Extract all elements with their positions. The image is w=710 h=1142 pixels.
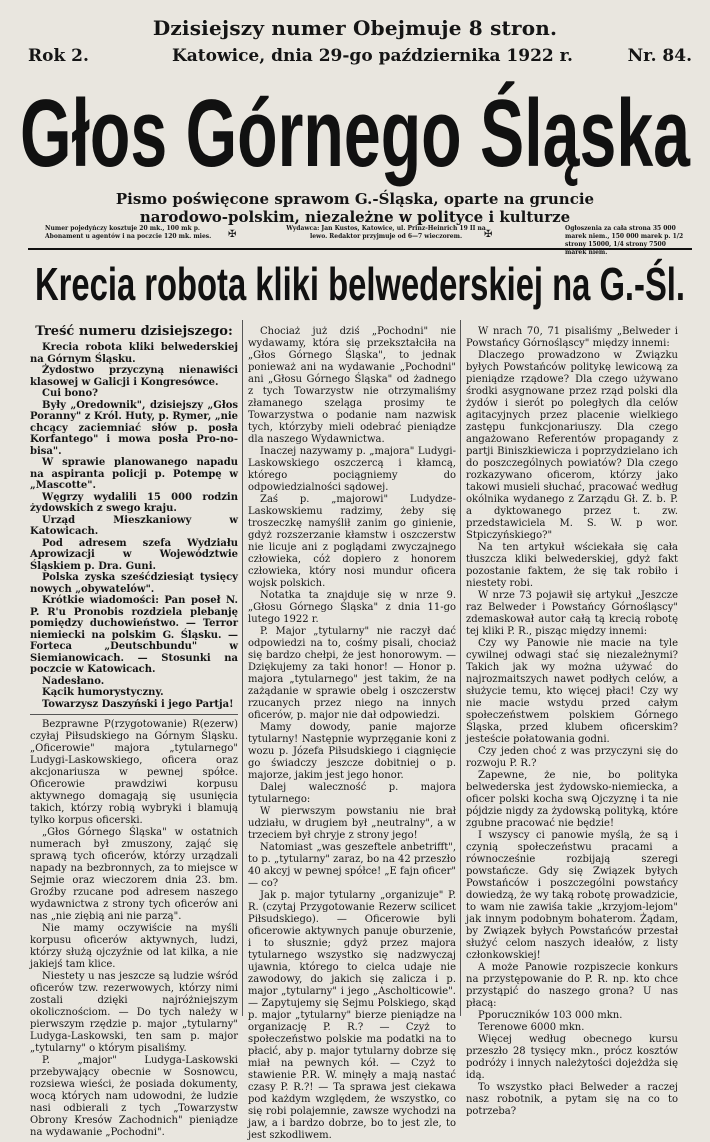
- subtitle-line-1: Pismo poświęcone sprawom G.-Śląska, oparte na gruncie: [115, 190, 595, 208]
- toc-title: Treść numeru dzisiejszego:: [35, 324, 233, 339]
- article-paragraph: Inaczej nazywamy p. „majora" Ludygi-Laskowskiego oszczercą i kłamcą, którego pociągniemy do odpowiedzialności sądowej.: [248, 446, 456, 493]
- main-headline: [28, 258, 692, 308]
- publication-info-row: [45, 225, 684, 256]
- subtitle-line-2: narodowo-polskim, niezależne w polityce i kulturze: [139, 208, 571, 226]
- article-paragraph: Dalej waleczność p. majora tytularnego:: [248, 782, 456, 805]
- toc-item: Pod adresem szefa Wydziału Aprowizacji w Województwie Śląskiem p. Dra. Guni.: [30, 537, 238, 572]
- article-paragraph: Jak p. major tytularny „organizuje" P. R. (czytaj Przygotowanie Rezerw scilicet Piłsudskiego). — Oficerowie byli oficerowie aktywnych panuje oburzenie, i to słusznie; gdyż przez majora tytularnego wszystko się nadzwyczaj ujawnia, którego to cielca udaje nie zawodowy, do jakich się zalicza i p. major „tytularny" i jego „Ascholticowie". — Zapytujemy się Sejmu Polskiego, skąd p. major „tytularny" bierze pieniądze na organizację P. R.? — Czyż to społeczeństwo polskie ma podatki na to płacić, aby p. major tytularny dobrze się miał na pewnych kół. — Czyż to stawienie P.R. W. minęły a mają nastać czasy P. R.?! — Ta sprawa jest ciekawa pod każdym względem, że wszystko, co się robi polajemnie, zawsze wychodzi na jaw, a i bardzo dobrze, bo to jest zle, to jest szkodliwem.: [248, 890, 456, 1141]
- article-paragraph: Na ten artykuł wściekała się cała tłuszcza kliki belwederskiej, gdyż fakt pozostanie faktem, że się tak robiło i niestety robi.: [466, 542, 678, 589]
- article-paragraph: Niestety u nas jeszcze są ludzie wśród oficerów tzw. rezerwowych, którzy nimi zostali dzięki najróżniejszym okolicznościom. — Do tych należy w pierwszym rzędzie p. major „tytularny" Ludyga-Laskowski, ten sam p. major „tytularny" o którym pisaliśmy.: [30, 971, 238, 1054]
- masthead-title: Głos Górnego Śląska: [20, 80, 691, 187]
- article-paragraph: Notatka ta znajduje się w nrze 9. „Głosu Górnego Śląska" z dnia 11-go lutego 1922 r.: [248, 590, 456, 625]
- article-paragraph: Czy jeden choć z was przyczyni się do rozwoju P. R.?: [466, 746, 678, 769]
- toc-item: Żydostwo przyczyną nienawiści klasowej w Galicji i Kongresówce.: [30, 365, 238, 388]
- toc-item: Urząd Mieszkaniowy w Katowicach.: [30, 514, 238, 537]
- date-line: Katowice, dnia 29-go października 1922 r.: [172, 46, 573, 66]
- article-paragraph: Dlaczego prowadzono w Związku byłych Powstańców politykę lewicową za pieniądze rządowe? Dla czego używano środki asygnowane przez rząd polski dla żydów i sierót po poległych dla celów agitacyjnych przez placenie wielkiego zastępu funkcjonariuszy. Dla czego angażowano Referentów propagandy z partji Biniszkiewicza i poprzydzielano ich do poszczególnych powiatów? Dla czego rozkazywano oficerom, którzy jako takowi musieli słuchać, pracować według okólnika wydanego z Zarządu Gł. Z. b. P. a dyktowanego przez t. zw. przedstawiciela M. S. W. p wor. Stpiczyńskiego?": [466, 350, 678, 541]
- article-paragraph: A może Panowie rozpiszecie konkurs na przystępowanie do P. R. np. kto chce przystąpić do naszego grona? U nas płacą:: [466, 962, 678, 1009]
- toc-list: [30, 342, 238, 710]
- article-paragraph: Zaś p. „majorowi" Ludydze-Laskowskiemu radzimy, żeby się troszeczkę namyślił zanim go ginienie, gdyż rozszerzanie kłamstw i oszczerstw nie licuje ani z poglądami zwyczajnego człowieka, cóż dopiero z honorem człowieka, który nosi mundur oficera wojsk polskich.: [248, 494, 456, 589]
- toc-item: W sprawie planowanego napadu na aspiranta policji p. Potempę w „Mascotte".: [30, 457, 238, 491]
- publisher-info: Wydawca: Jan Kustos, Katowice, ul. Prinz-Heinrich 19 II na lewo. Redaktor przyjmuje od 6—7 wieczorem.: [286, 225, 486, 240]
- column-left: [30, 326, 238, 1139]
- toc-item: Były „Oredownik", dzisiejszy „Głos Poranny" z Król. Huty, p. Rymer, „nie chcący zaciemniać słów p. posła Korfantego" i mowa posła Pro-no-bisa".: [30, 399, 238, 457]
- headline-text: Krecia robota kliki belwederskiej na G.-Śl.: [35, 258, 685, 310]
- ornament-icon: ✠: [484, 229, 493, 240]
- article-paragraph: W pierwszym powstaniu nie brał udziału, w drugiem był „neutralny", a w trzeciem był chryje z strony jego!: [248, 806, 456, 841]
- article-paragraph: Natomiast „was geszeftele anbetrifft", to p. „tytularny" zaraz, bo na 42 przeszło 40 akcyj w pewnej spółce! „E fajn oficer" — co?: [248, 842, 456, 889]
- issue-number: Nr. 84.: [627, 46, 692, 66]
- toc-item: Węgrzy wydalili 15 000 rodzin żydowskich z swego kraju.: [30, 491, 238, 514]
- article-paragraph: P. „major" Ludyga-Laskowski przebywający obecnie w Sosnowcu, rozsiewa wieści, że posiada dokumenty, wocą których nam udowodni, że ludzie nasi odbierali z tych „Towarzystw Obrony Kresów Zachodnich" pieniądze na wydawanie „Pochodni".: [30, 1055, 238, 1138]
- toc-item: Krótkie wiadomości: Pan poseł N. P. R'u Pronobis rozdziela plebanję pomiędzy duchowieństwo. — Terror niemiecki na polskim G. Śląsku. — Forteca „Deutschbundu" w Siemianowicach. — Stosunki na poczcie w Katowicach.: [30, 595, 238, 675]
- column-right: [466, 326, 678, 1118]
- article-paragraph: Terenowe 6000 mkn.: [478, 1022, 585, 1033]
- article-paragraph: W nrze 73 pojawił się artykuł „Jeszcze raz Belweder i Powstańcy Górnośląscy" zdemaskował autor całą tą krecią robotę tej kliki P. R., pisząc między innemi:: [466, 590, 678, 637]
- article-paragraph: Pporuczników 103 000 mkn.: [478, 1010, 623, 1021]
- ad-price-info: Ogłoszenia za cała strona 35 000 marek niem., 150 000 marek p. 1/2 strony 15000, 1/4 strony 7500 marek niem.: [565, 225, 684, 256]
- article-paragraph: Czy wy Panowie nie macie na tyle cywilnej odwagi stać się niezależnymi? Takich jak wy można używać do najrozmaitszych nawet podłych celów, a służycie temu, kto więcej płaci! Czy wy nie macie wstydu przed całym społeczeństwem polskiem Górnego Śląska, przed klubem oficerskim? jesteście połatowania godni.: [466, 638, 678, 745]
- masthead-title-graphic: [10, 74, 700, 187]
- column-rule: [460, 320, 461, 1016]
- toc-item: Nadesłano.: [42, 675, 105, 687]
- article-paragraph: Zapewne, że nie, bo polityka belwederska jest żydowsko-niemiecka, a oficer polski kocha swą Ojczyznę i ta nie pójdzie nigdy za żydowską polityką, które zgubne pracować nie będzie!: [466, 770, 678, 829]
- issue-notice: Dzisiejszy numer Obejmuje 8 stron.: [152, 16, 558, 40]
- masthead-subtitle: [20, 190, 690, 226]
- article-paragraph: W nrach 70, 71 pisaliśmy „Belweder i Powstańcy Górnośląscy" między innemi:: [466, 326, 678, 349]
- ornament-icon: ✠: [228, 229, 237, 240]
- toc-item: Cui bono?: [42, 388, 98, 399]
- price-info: Numer pojedyńczy kosztuje 20 mk., 100 mk p. Abonament u agentów i na poczcie 120 mk. mies.: [45, 225, 212, 240]
- article-paragraph: I wszyscy ci panowie myślą, że są i czynią społeczeństwu pracami a równocześnie rozbijają szeregi powstańcze. Gdy się Związek byłych Powstańców i poszczególni powstańcy dowiedzą, że wy taką robotę prowadzicie, to wam nie zawiśa takie „krzyjom-lejom" jak innym podobnym bohaterom. Żądam, by Związek byłych Powstańców przestał służyć celom naszych ideałów, z listy członkowskiej!: [466, 830, 678, 961]
- article-paragraph: P. Major „tytularny" nie raczył dać odpowiedzi na to, cośmy pisali, chociaż się bardzo chełpi, że jest honorowym. — Dziękujemy za taki honor! — Honor p. majora „tytularnego" jest takim, że na zażądanie w sprawie obelg i oszczerstw rzucanych przez niego na innych oficerów, p. major nie dał odpowiedzi.: [248, 626, 456, 721]
- article-paragraph: „Głos Górnego Śląska" w ostatnich numerach był zmuszony, zająć się sprawą tych oficerów, którzy urządzali napady na bezbronnych, za to miejsce w Sejmie oraz wieczorem dnia 23. bm. Groźby rzucane pod adresem naszego wydawnictwa z strony tych oficerów ani nas „nie ziębią ani nie parzą".: [30, 827, 238, 922]
- toc-item: Krecia robota kliki belwederskiej na Górnym Śląsku.: [30, 342, 238, 365]
- article-paragraph: Bezprawne P(rzygotowanie) R(ezerw) czyłaj Piłsudskiego na Górnym Śląsku. „Oficerowie" majora „tytularnego" Ludygi-Laskowskiego, oficera oraz akcjonariusza w pewnej spółce. Oficerowie prawdziwi korpusu aktywnego domagają się usunięcia takich, którzy robią wybryki i blamują tylko korpus oficerski.: [30, 719, 238, 826]
- article-paragraph: Więcej według obecnego kursu przeszło 28 tysięcy mkn., prócz kosztów podróży i innych należytości dojeżdża się idą.: [466, 1034, 678, 1081]
- column-middle: [248, 326, 456, 1142]
- year-label: Rok 2.: [28, 46, 89, 66]
- masthead: [10, 74, 700, 187]
- article-paragraph: Nie mamy oczywiście na myśli korpusu oficerów aktywnych, ludzi, którzy służą ojczyźnie od lat kilka, a nie jakiejś tam klice.: [30, 923, 238, 970]
- toc-item: Towarzysz Daszyński i jego Partja!: [42, 698, 234, 710]
- masthead-rule: [28, 248, 692, 250]
- article-paragraph: Mamy dowody, panie majorze tytularny! Następnie wyprzęganie koni z wozu p. Józefa Piłsudskiego i ciągnięcie go świadczy jeszcze dobitniej o p. majorze, jakim jest jego honor.: [248, 722, 456, 781]
- headline-graphic: [28, 258, 692, 308]
- toc-item: Kącik humorystyczny.: [42, 687, 164, 698]
- issue-meta-row: [28, 46, 692, 68]
- article-paragraph: To wszystko płaci Belweder a raczej nasz robotnik, a pytam się na co to potrzeba?: [466, 1082, 678, 1117]
- toc-item: Polska zyska sześćdziesiąt tysięcy nowych „obywatelów".: [30, 572, 238, 595]
- column-rule: [242, 320, 243, 1016]
- toc-divider: [30, 714, 238, 715]
- article-paragraph: Chociaż już dziś „Pochodni" nie wydawamy, która się przekształciła na „Głos Górnego Śląska", to jednak ponieważ ani na wydawanie „Pochodni" ani „Głosu Górnego Śląska" od żadnego z tych Towarzystw nie otrzymaliśmy złamanego szeląga prosimy te Towarzystwa o podanie nam nazwisk tych, którzyby mieli odebrać pieniądze dla naszego Wydawnictwa.: [248, 326, 456, 445]
